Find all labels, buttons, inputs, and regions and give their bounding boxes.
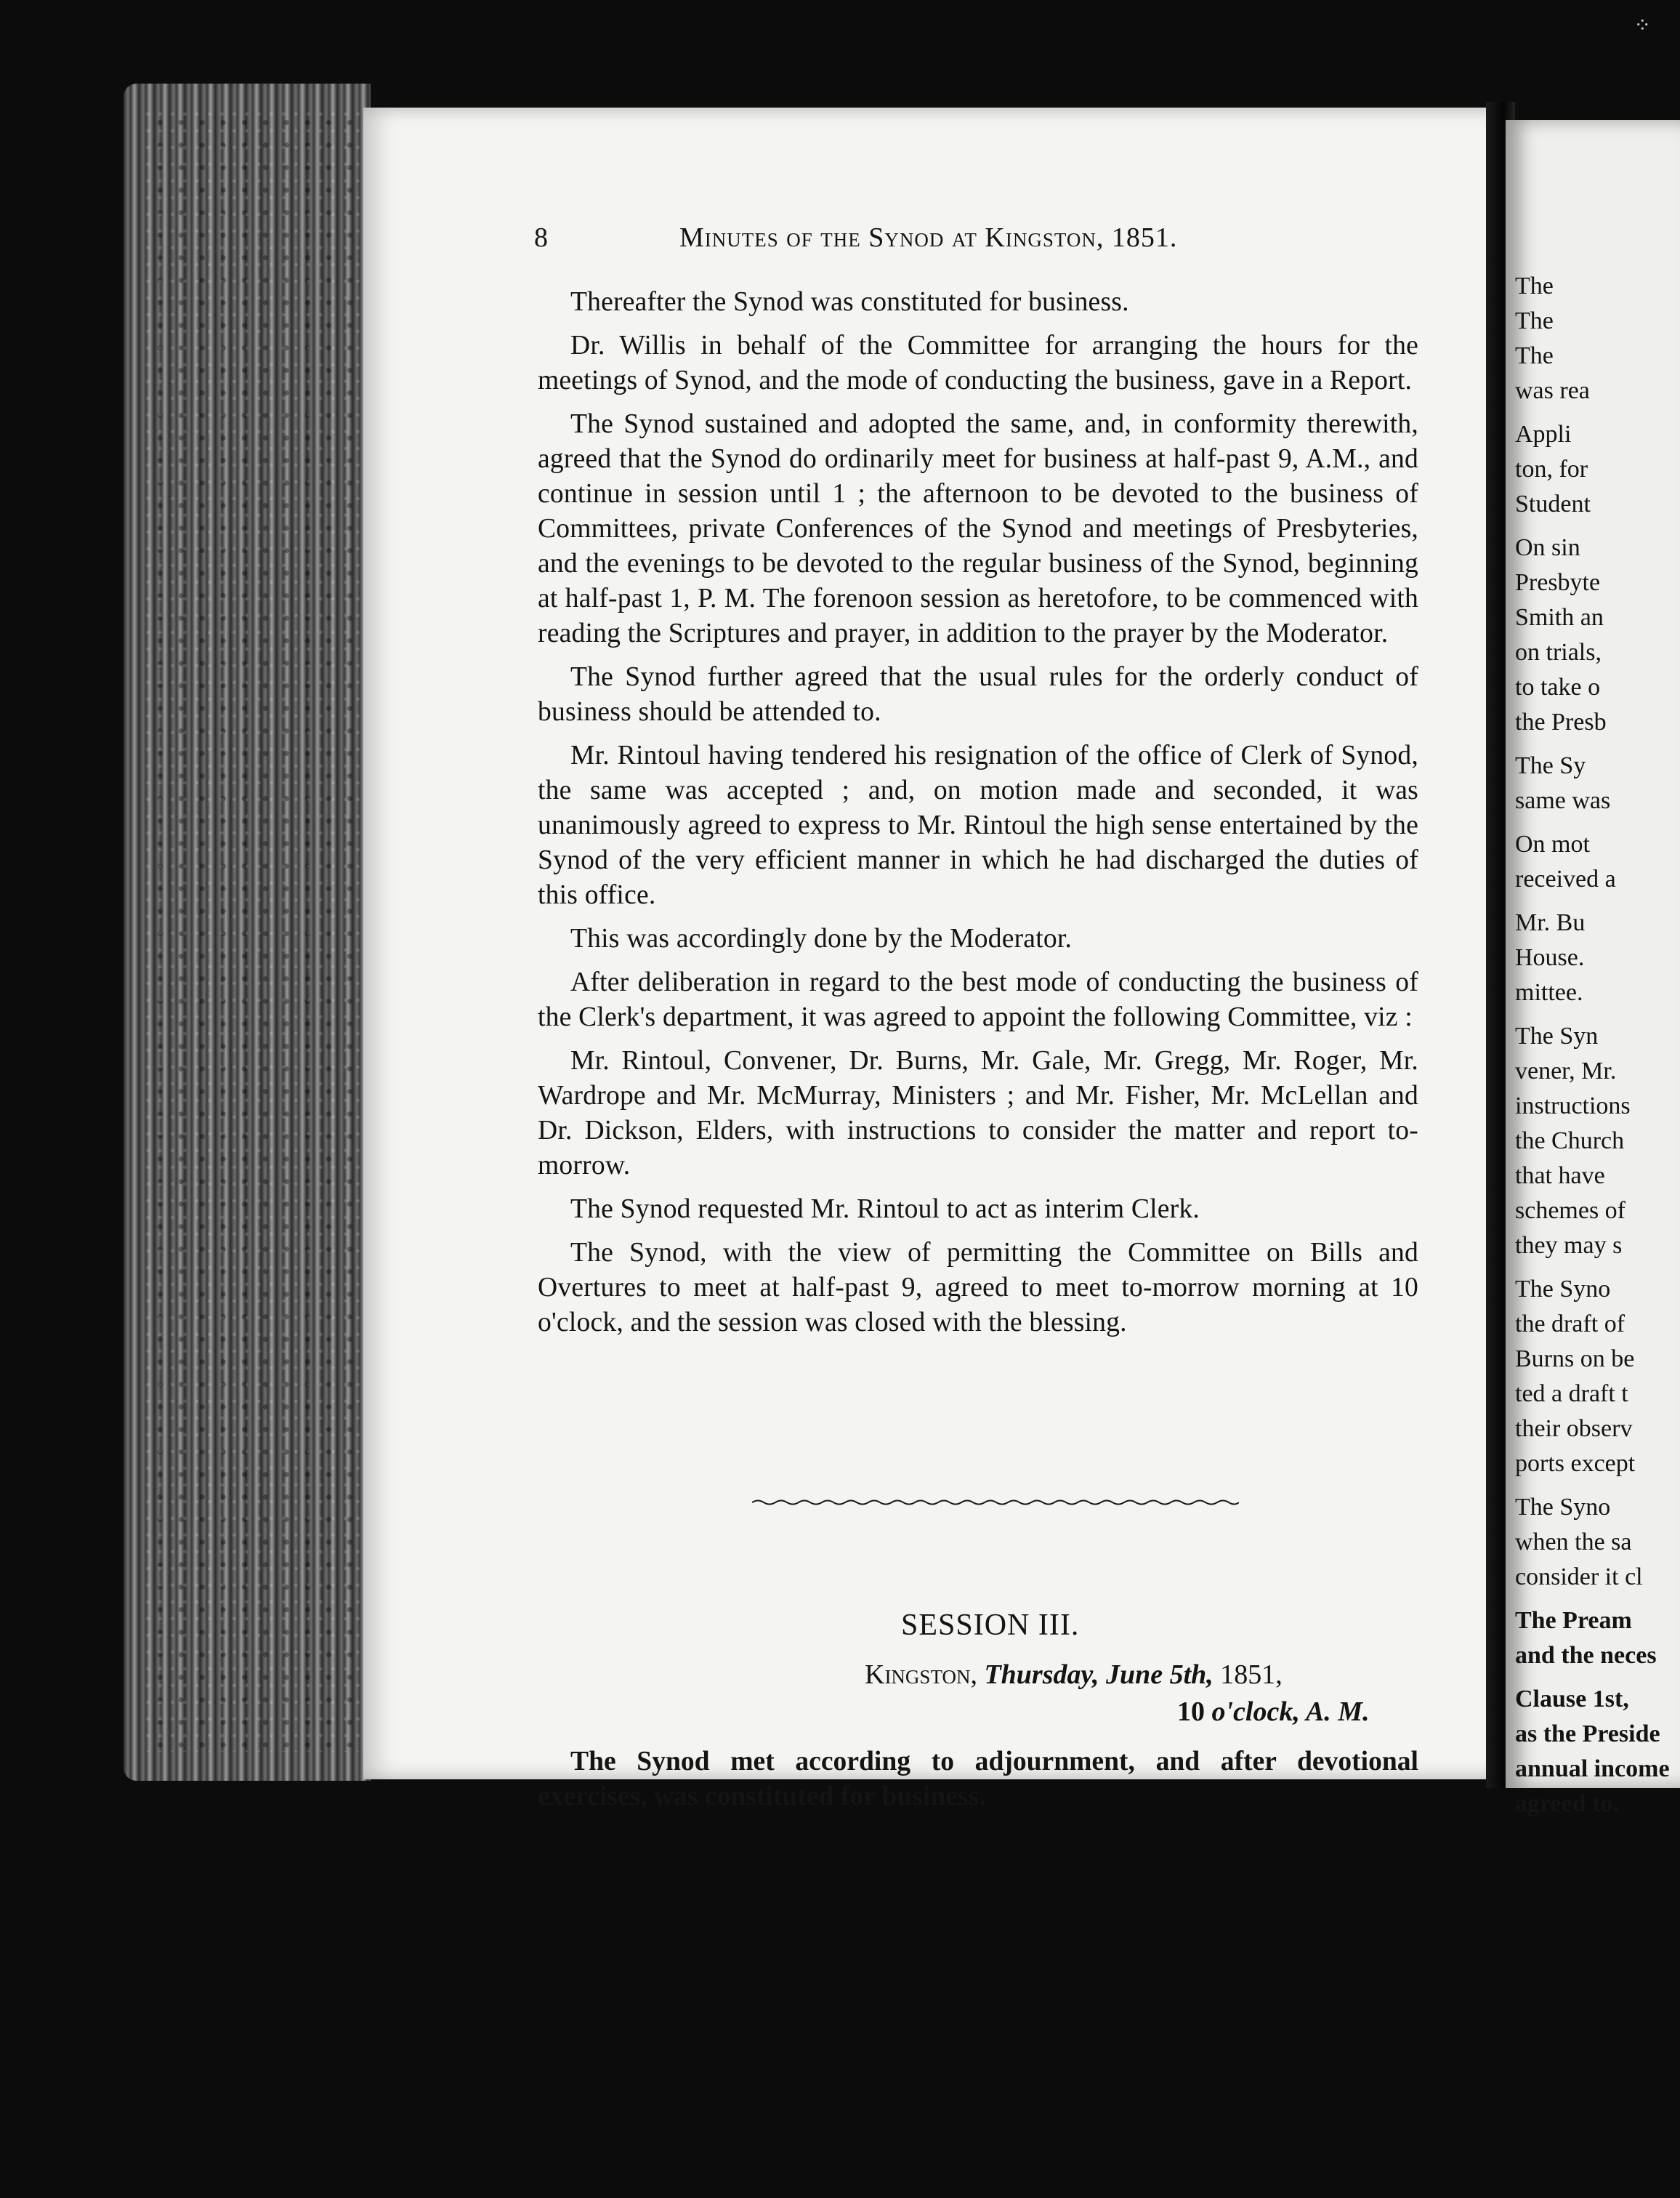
paragraph-gap — [1515, 740, 1670, 749]
minutes-paragraph: The Synod, with the view of permitting the Committee on Bills and Overtures to meet at half-past 9, agreed to meet to-morrow morning at 10 o'clock, and the session was closed with the blessing. — [538, 1238, 1418, 1337]
right-page-line: to take o — [1515, 674, 1601, 701]
right-page-line: ports except — [1515, 1450, 1636, 1477]
right-page-line: the Presb — [1515, 709, 1607, 736]
wavy-divider — [752, 1497, 1239, 1507]
right-page-text — [1515, 269, 1670, 1821]
right-page-line: same was — [1515, 787, 1611, 814]
paragraph-gap — [1515, 1010, 1670, 1019]
page-number: 8 — [534, 222, 548, 253]
right-page-line: and the neces — [1515, 1642, 1657, 1669]
paragraph-gap — [1515, 522, 1670, 531]
right-page-line: as the Preside — [1515, 1720, 1660, 1747]
paragraph-gap — [1515, 1481, 1670, 1490]
right-page-line: instructions — [1515, 1092, 1631, 1119]
session-year: 1851, — [1220, 1659, 1283, 1690]
right-page-line: The Sy — [1515, 752, 1586, 779]
minutes-body — [538, 285, 1418, 1349]
paragraph-gap — [1515, 1673, 1670, 1682]
right-page-line: Clause 1st, — [1515, 1686, 1629, 1712]
right-page-line: the Church — [1515, 1127, 1625, 1154]
right-page-line: Smith an — [1515, 604, 1604, 631]
right-page-line: that have — [1515, 1162, 1605, 1189]
right-page-line: was rea — [1515, 377, 1590, 404]
right-page-line: Burns on be — [1515, 1345, 1635, 1372]
right-page-line: received a — [1515, 866, 1616, 893]
minutes-paragraph: Mr. Rintoul, Convener, Dr. Burns, Mr. Gale, Mr. Gregg, Mr. Roger, Mr. Wardrope and Mr. McMurray, Ministers ; and Mr. Fisher, Mr. McLellan and Dr. Dickson, Elders, with instructions to consider the matter and report to-morrow. — [538, 1046, 1418, 1180]
paragraph-gap — [1515, 408, 1670, 417]
paragraph-gap — [1515, 818, 1670, 827]
right-page-line: mittee. — [1515, 979, 1583, 1006]
paragraph-gap — [1515, 1263, 1670, 1272]
minutes-paragraph: The Synod requested Mr. Rintoul to act as interim Clerk. — [570, 1194, 1200, 1224]
right-page-line: The Syno — [1515, 1276, 1611, 1303]
right-page-line: On sin — [1515, 534, 1580, 561]
right-page-line: ted a draft t — [1515, 1380, 1628, 1407]
session-time-text: o'clock, A. M. — [1211, 1696, 1370, 1727]
right-page-line: annual income — [1515, 1755, 1670, 1782]
right-page-line: The — [1515, 307, 1554, 334]
minutes-paragraph: After deliberation in regard to the best mode of conducting the business of the Clerk's department, it was agreed to appoint the following Committee, viz : — [538, 967, 1418, 1032]
right-page-line: ton, for — [1515, 456, 1588, 483]
right-page-line: Presbyte — [1515, 569, 1601, 596]
minutes-paragraph: Dr. Willis in behalf of the Committee for arranging the hours for the meetings of Synod, and the mode of conducting the business, gave in a Report. — [538, 331, 1418, 395]
page-edge-texture — [145, 109, 363, 1752]
session-time — [1177, 1696, 1370, 1728]
paragraph-gap — [1515, 1595, 1670, 1603]
minutes-paragraph: Mr. Rintoul having tendered his resignation of the office of Clerk of Synod, the same was accepted ; and, on motion made and seconded, it was unanimously agreed to express to Mr. Rintoul the high sense entertained by the Synod of the very efficient manner in which he had discharged the duties of this office. — [538, 741, 1418, 910]
running-head-title: Minutes of the Synod at Kingston, 1851. — [679, 222, 1178, 253]
right-page-line: schemes of — [1515, 1197, 1626, 1224]
right-page-line: Mr. Bu — [1515, 909, 1586, 936]
right-page-line: The — [1515, 273, 1554, 299]
session-day: Thursday, June 5th, — [984, 1659, 1213, 1690]
right-page-line: House. — [1515, 944, 1585, 971]
minutes-paragraph: Thereafter the Synod was constituted for business. — [570, 287, 1129, 317]
running-header — [534, 222, 1322, 258]
session-date-line — [865, 1659, 1283, 1691]
session-city: Kingston, — [865, 1659, 977, 1690]
right-page-line: on trials, — [1515, 639, 1602, 666]
right-page-line: when the sa — [1515, 1529, 1632, 1555]
right-page-line: The Syn — [1515, 1023, 1599, 1050]
scan-speck: ⁘ — [1633, 15, 1651, 37]
paragraph-gap — [1515, 897, 1670, 906]
minutes-paragraph: This was accordingly done by the Moderator. — [570, 924, 1073, 954]
right-page-line: On mot — [1515, 831, 1590, 858]
right-page-line: they may s — [1515, 1232, 1623, 1259]
right-page-line: consider it cl — [1515, 1563, 1643, 1590]
right-page-line: Student — [1515, 491, 1591, 518]
right-page-line: The Pream — [1515, 1607, 1632, 1634]
session-opening-paragraph: The Synod met according to adjournment, and after devotional exercises, was constituted for business. — [538, 1747, 1418, 1811]
right-page-line: vener, Mr. — [1515, 1058, 1617, 1084]
session-time-number: 10 — [1177, 1696, 1205, 1727]
right-page-line: their observ — [1515, 1415, 1633, 1442]
right-page-line: agreed to. — [1515, 1790, 1619, 1817]
minutes-paragraph: The Synod sustained and adopted the same, and, in conformity therewith, agreed that the Synod do ordinarily meet for business at half-past 9, A.M., and continue in session until 1 ; the afternoon to be devoted to the business of Committees, private Conferences of the Synod and meetings of Presbyteries, and the evenings to be devoted to the regular business of the Synod, beginning at half-past 1, P. M. The forenoon session as heretofore, to be commenced with reading the Scriptures and prayer, in addition to the prayer by the Moderator. — [538, 409, 1418, 648]
session-heading: SESSION III. — [901, 1609, 1080, 1642]
right-page-line: Appli — [1515, 421, 1572, 448]
right-page-line: The — [1515, 342, 1554, 369]
right-page-line: The Syno — [1515, 1494, 1611, 1521]
right-page-line: the draft of — [1515, 1311, 1626, 1337]
minutes-paragraph: The Synod further agreed that the usual rules for the orderly conduct of business should be attended to. — [538, 662, 1418, 727]
